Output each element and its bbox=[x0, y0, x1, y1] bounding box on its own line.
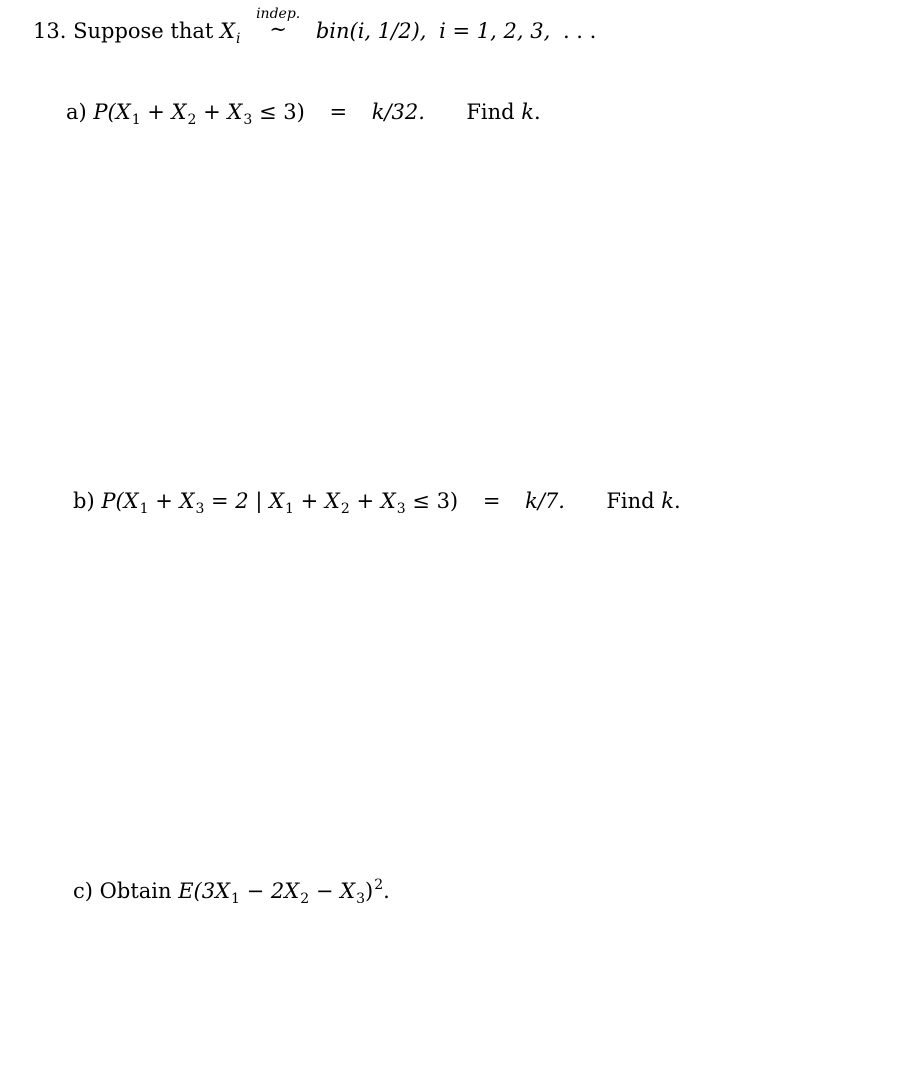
part-c bbox=[73, 877, 390, 907]
ellipsis: . . . bbox=[562, 19, 597, 43]
part-b bbox=[73, 489, 681, 517]
equals-sign: = bbox=[482, 489, 501, 513]
problem-number: 13. bbox=[33, 19, 67, 43]
part-b-term: + X bbox=[148, 489, 195, 513]
subscript: 2 bbox=[340, 501, 350, 517]
variable-x: X bbox=[220, 19, 235, 43]
part-b-label: b) bbox=[73, 489, 95, 513]
part-b-lhs: P(X bbox=[101, 489, 139, 513]
part-a-tail: ≤ 3) bbox=[252, 100, 305, 124]
part-c-term: − 2X bbox=[239, 879, 300, 903]
subscript: 3 bbox=[396, 501, 406, 517]
indep-distributed-symbol bbox=[255, 6, 301, 42]
find-variable: k bbox=[661, 489, 675, 513]
part-a-lhs: P(X bbox=[93, 100, 131, 124]
part-b-tail: ≤ 3) bbox=[405, 489, 459, 513]
part-a-term: + X bbox=[140, 100, 187, 124]
part-a-label: a) bbox=[66, 100, 87, 124]
part-b-term: + X bbox=[349, 489, 396, 513]
part-c-term: − X bbox=[309, 879, 356, 903]
part-c-period: . bbox=[383, 879, 390, 903]
problem-statement bbox=[33, 6, 597, 47]
problem-intro: Suppose that bbox=[73, 19, 214, 43]
variable-subscript: i bbox=[235, 31, 241, 47]
equals-sign: = bbox=[329, 100, 348, 124]
find-variable: k bbox=[521, 100, 535, 124]
part-c-close-paren: ) bbox=[364, 879, 374, 903]
part-c-expression: E(3X bbox=[178, 879, 231, 903]
find-text: Find bbox=[606, 489, 655, 513]
find-period: . bbox=[534, 100, 541, 124]
part-a-rhs: k/32. bbox=[371, 100, 425, 124]
find-period: . bbox=[674, 489, 681, 513]
obtain-text: Obtain bbox=[99, 879, 172, 903]
part-c-label: c) bbox=[73, 879, 93, 903]
tilde-symbol: ∼ bbox=[269, 17, 287, 41]
subscript: 1 bbox=[131, 112, 141, 128]
part-b-term: = 2 | X bbox=[204, 489, 285, 513]
exponent: 2 bbox=[374, 877, 384, 893]
find-text: Find bbox=[466, 100, 515, 124]
distribution: bin(i, 1/2), bbox=[315, 19, 427, 43]
part-b-rhs: k/7. bbox=[525, 489, 565, 513]
subscript: 2 bbox=[187, 112, 197, 128]
index-range: i = 1, 2, 3, bbox=[439, 19, 551, 43]
subscript: 3 bbox=[243, 112, 253, 128]
subscript: 1 bbox=[231, 891, 240, 907]
subscript: 1 bbox=[285, 501, 294, 517]
subscript: 3 bbox=[195, 501, 205, 517]
subscript: 3 bbox=[356, 891, 365, 907]
part-a-term: + X bbox=[196, 100, 243, 124]
subscript: 2 bbox=[300, 891, 310, 907]
part-a bbox=[66, 100, 541, 128]
part-b-term: + X bbox=[293, 489, 340, 513]
indep-label: indep. bbox=[256, 6, 301, 22]
subscript: 1 bbox=[139, 501, 149, 517]
